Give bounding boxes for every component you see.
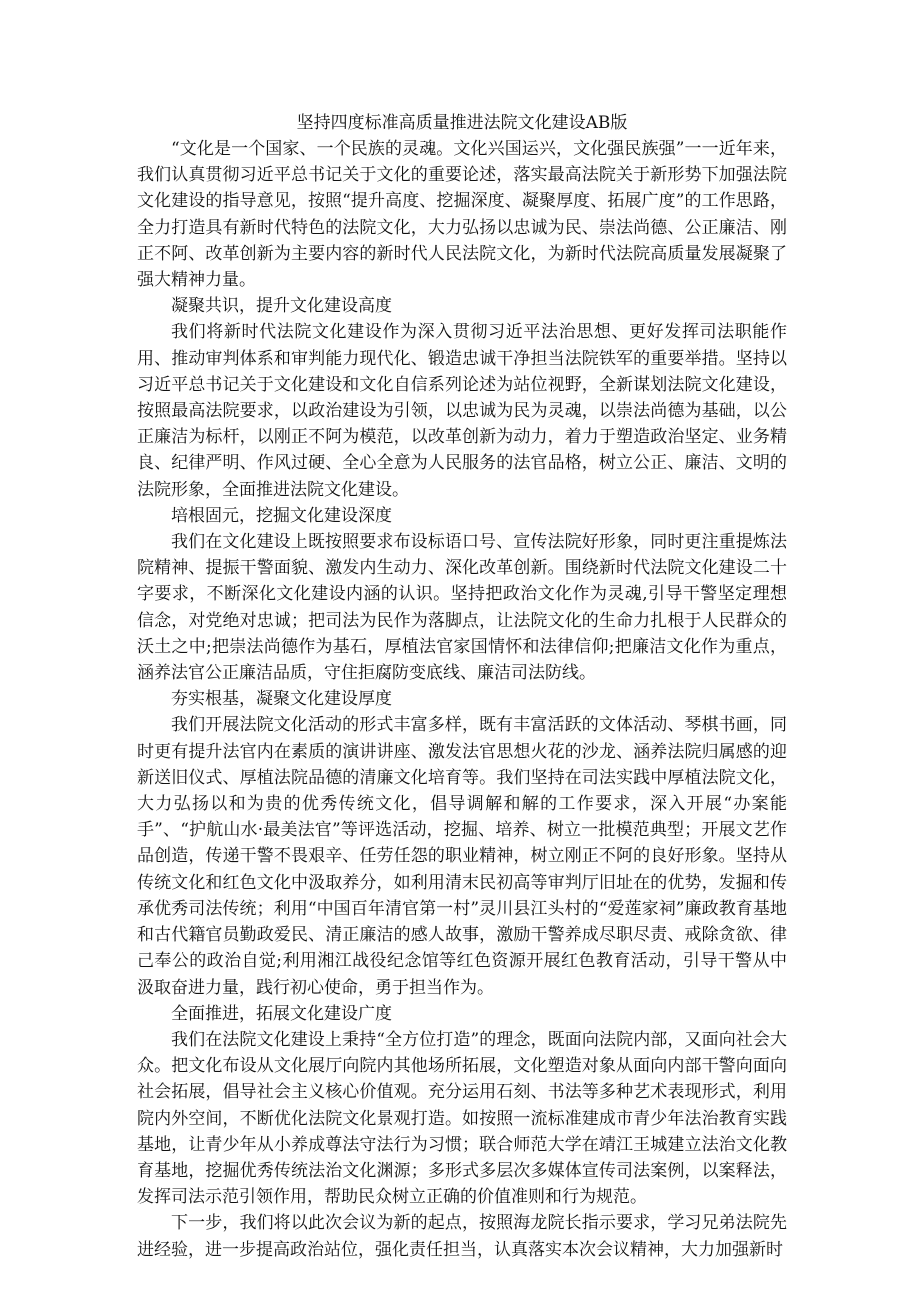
section-heading-3: 夯实根基，凝聚文化建设厚度 [171, 689, 392, 710]
section-1-paragraph: 我们将新时代法院文化建设作为深入贯彻习近平法治思想、更好发挥司法职能作用、推动审判体系和审判能力现代化、锻造忠诚干净担当法院铁军的重要举措。坚持以习近平总书记关于文化建设和文化自信系列论述为站位视野，全新谋划法院文化建设，按照最高法院要求，以政治建设为引领，以忠诚为民为灵魂，以崇法尚德为基础，以公正廉洁为标杆，以刚正不阿为模范，以改革创新为动力，着力于塑造政治坚定、业务精良、纪律严明、作风过硬、全心全意为人民服务的法官品格，树立公正、廉洁、文明的法院形象，全面推进法院文化建设。 [137, 322, 787, 500]
closing-paragraph: 下一步，我们将以此次会议为新的起点，按照海龙院长指示要求，学习兄弟法院先进经验，进一步提高政治站位，强化责任担当，认真落实本次会议精神，大力加强新时 [137, 1213, 787, 1260]
section-heading-2: 培根固元，挖掘文化建设深度 [171, 505, 392, 526]
section-2-paragraph: 我们在文化建设上既按照要求布设标语口号、宣传法院好形象，同时更注重提炼法院精神、提振干警面貌、激发内生动力、深化改革创新。围绕新时代法院文化建设二十字要求，不断深化文化建设内涵的认识。坚持把政治文化作为灵魂,引导干警坚定理想信念，对党绝对忠诚；把司法为民作为落脚点，让法院文化的生命力扎根于人民群众的沃土之中;把崇法尚德作为基石，厚植法官家国情怀和法律信仰;把廉洁文化作为重点，涵养法官公正廉洁品质，守住拒腐防变底线、廉洁司法防线。 [137, 532, 787, 684]
document-title: 坚持四度标准高质量推进法院文化建设AB版 [296, 113, 628, 133]
section-3-paragraph: 我们开展法院文化活动的形式丰富多样，既有丰富活跃的文体活动、琴棋书画，同时更有提升法官内在素质的演讲讲座、激发法官思想火花的沙龙、涵养法院归属感的迎新送旧仪式、厚植法院品德的清廉文化培育等。我们坚持在司法实践中厚植法院文化，大力弘扬以和为贵的优秀传统文化，倡导调解和解的工作要求，深入开展“办案能手”、“护航山水·最美法官”等评选活动，挖掘、培养、树立一批模范典型；开展文艺作品创造，传递干警不畏艰辛、任劳任怨的职业精神，树立刚正不阿的良好形象。坚持从传统文化和红色文化中汲取养分，如利用清末民初高等审判厅旧址在的优势，发掘和传承优秀司法传统；利用“中国百年清官第一村”灵川县江头村的“爱莲家祠”廉政教育基地和古代籍官员勤政爱民、清正廉洁的感人故事，激励干警养成尽职尽责、戒除贪欲、律己奉公的政治自觉;利用湘江战役纪念馆等红色资源开展红色教育活动，引导干警从中汲取奋进力量，践行初心使命，勇于担当作为。 [137, 715, 787, 998]
intro-paragraph: “文化是一个国家、一个民族的灵魂。文化兴国运兴，文化强民族强”一一近年来，我们认真贯彻习近平总书记关于文化的重要论述，落实最高法院关于新形势下加强法院文化建设的指导意见，按照“提升高度、挖掘深度、凝聚厚度、拓展广度”的工作思路，全力打造具有新时代特色的法院文化，大力弘扬以忠诚为民、崇法尚德、公正廉洁、刚正不阿、改革创新为主要内容的新时代人民法院文化，为新时代法院高质量发展凝聚了强大精神力量。 [137, 139, 787, 291]
document-body [137, 110, 787, 1263]
section-heading-1: 凝聚共识，提升文化建设高度 [171, 296, 392, 317]
section-4-paragraph: 我们在法院文化建设上秉持“全方位打造”的理念，既面向法院内部，又面向社会大众。把文化布设从文化展厅向院内其他场所拓展，文化塑造对象从面向内部干警向面向社会拓展，倡导社会主义核心价值观。充分运用石刻、书法等多种艺术表现形式，利用院内外空间，不断优化法院文化景观打造。如按照一流标准建成市青少年法治教育实践基地，让青少年从小养成尊法守法行为习惯；联合师范大学在靖江王城建立法治文化教育基地，挖掘优秀传统法治文化渊源；多形式多层次多媒体宣传司法案例，以案释法，发挥司法示范引领作用，帮助民众树立正确的价值准则和行为规范。 [137, 1029, 787, 1208]
section-heading-4: 全面推进，拓展文化建设广度 [171, 1003, 392, 1024]
